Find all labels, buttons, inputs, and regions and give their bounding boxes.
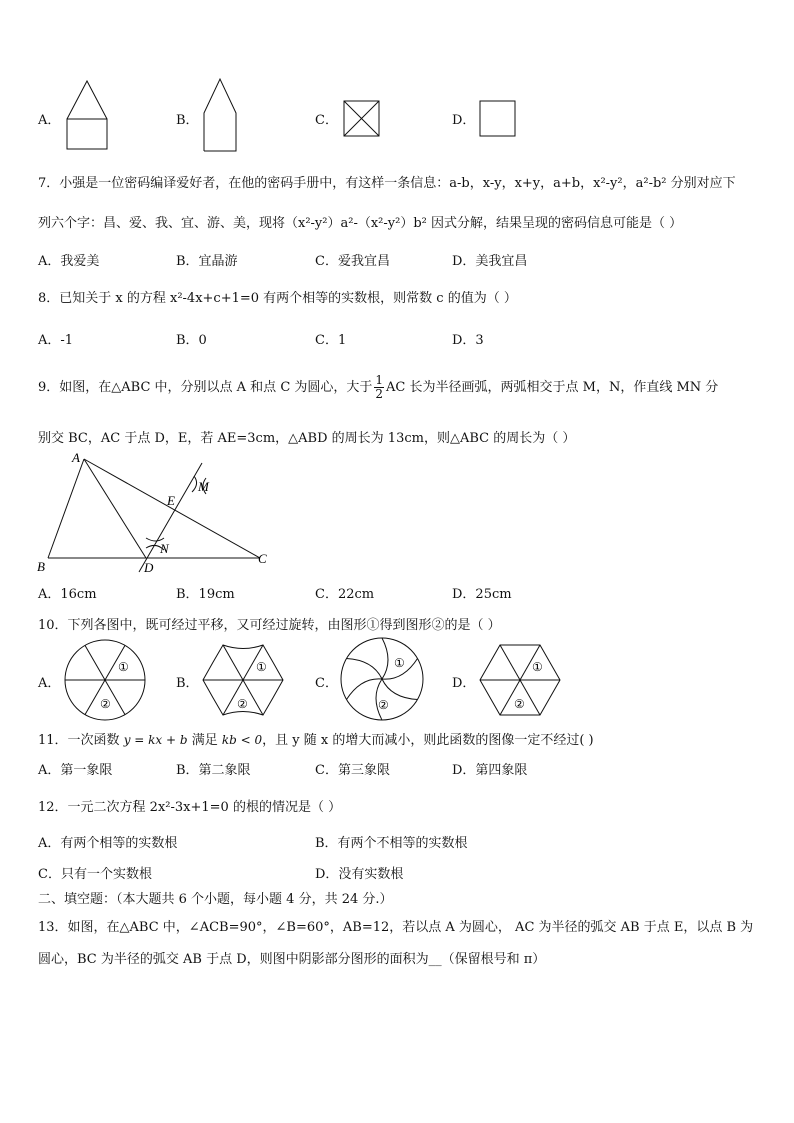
q9-fraction-denominator: 2 [375,387,384,401]
q12-option-c: C．只有一个实数根 [38,867,152,882]
q10-option-d-label: D． [452,676,476,691]
q9-line1-pre: 9．如图，在△ABC 中，分别以点 A 和点 C 为圆心，大于 [38,380,373,395]
q7-line2: 列六个字：昌、爱、我、宜、游、美，现将（x²-y²）a²-（x²-y²）b² 因式分解，结果呈现的密码信息可能是（ ） [38,216,683,231]
q9-label-n: N [160,541,169,556]
q6-option-d-label: D． [452,113,476,128]
q8-option-d: D．3 [452,333,484,348]
q11-formula: y = kx + b [123,733,188,747]
q11-option-c: C．第三象限 [315,763,390,778]
q11-option-d: D．第四象限 [452,763,528,778]
q9-option-b: B．19cm [176,587,235,602]
q6-option-c-label: C． [315,113,338,128]
q6-option-d-figure [478,99,518,139]
q13-line1: 13．如图，在△ABC 中，∠ACB=90°，∠B=60°，AB=12，若以点 A 为圆心， AC 为半径的弧交 AB 于点 E，以点 B 为 [38,920,754,935]
q10b-mark-2: ② [237,697,248,711]
q8-line1: 8．已知关于 x 的方程 x²-4x+c+1=0 有两个相等的实数根，则常数 c 的值为（ ） [38,291,517,306]
q9-triangle-figure [34,450,279,575]
section2-heading: 二、填空题：（本大题共 6 个小题，每小题 4 分，共 24 分.） [38,892,393,907]
q11-line1-post: ，且 y 随 x 的增大而减小，则此函数的图像一定不经过( ) [262,733,594,748]
q9-fraction-numerator: 1 [375,373,384,387]
q10-line1: 10．下列各图中，既可经过平移，又可经过旋转，由图形①得到图形②的是（ ） [38,618,501,633]
q12-option-b: B．有两个不相等的实数根 [315,836,468,851]
q10c-mark-1: ① [394,656,405,670]
q13-line2: 圆心，BC 为半径的弧交 AB 于点 D，则图中阴影部分图形的面积为__（保留根号和 π） [38,952,546,967]
q9-option-d: D．25cm [452,587,512,602]
q10d-mark-1: ① [532,660,543,674]
q10-option-b-figure [201,638,285,722]
q11-line1 [38,729,594,748]
q11-line1-pre: 11．一次函数 [38,733,120,748]
q10-option-c-figure [339,636,425,722]
q9-label-m: M [198,479,209,494]
q10-option-a-figure [63,638,147,722]
q9-label-e: E [167,493,175,508]
q9-label-d: D [144,560,154,575]
q9-fraction [374,374,384,401]
q8-option-b: B．0 [176,333,207,348]
q12-line1: 12．一元二次方程 2x²-3x+1=0 的根的情况是（ ） [38,800,342,815]
q10a-mark-1: ① [118,660,129,674]
q6-option-c-figure [342,99,382,139]
q6-option-a-label: A． [38,113,61,128]
q9-option-c: C．22cm [315,587,375,602]
q9-option-a: A．16cm [38,587,97,602]
q10c-mark-2: ② [378,698,389,712]
q7-option-b: B．宜晶游 [176,254,238,269]
q12-option-a: A．有两个相等的实数根 [38,836,178,851]
q11-option-b: B．第二象限 [176,763,251,778]
q8-option-c: C．1 [315,333,347,348]
q10b-mark-1: ① [256,660,267,674]
q9-line2: 别交 BC，AC 于点 D，E，若 AE=3cm，△ABD 的周长为 13cm，则△ABC 的周长为（ ） [38,431,576,446]
q10a-mark-2: ② [100,697,111,711]
q8-option-a: A．-1 [38,333,74,348]
q9-line1-post: AC 长为半径画弧，两弧相交于点 M，N，作直线 MN 分 [386,380,719,395]
q7-option-c: C．爱我宜昌 [315,254,390,269]
q9-line1 [38,374,718,401]
q9-label-a: A [72,450,80,465]
q10-option-c-label: C． [315,676,338,691]
q10d-mark-2: ② [514,697,525,711]
q6-option-b-figure [202,77,242,152]
q9-label-c: C [258,551,267,566]
q7-option-d: D．美我宜昌 [452,254,528,269]
q11-option-a: A．第一象限 [38,763,113,778]
q12-option-d: D．没有实数根 [315,867,404,882]
q6-option-a-figure [64,78,114,150]
q10-option-d-figure [478,638,562,722]
q9-label-b: B [37,559,45,574]
q7-option-a: A．我爱美 [38,254,100,269]
q10-option-b-label: B． [176,676,199,691]
q11-condition: kb < 0 [221,733,263,747]
q6-option-b-label: B． [176,113,199,128]
q11-line1-mid: 满足 [191,733,218,748]
q10-option-a-label: A． [38,676,61,691]
q7-line1: 7．小强是一位密码编译爱好者，在他的密码手册中，有这样一条信息：a-b，x-y，x+y，a+b，x²-y²，a²-b² 分别对应下 [38,176,736,191]
